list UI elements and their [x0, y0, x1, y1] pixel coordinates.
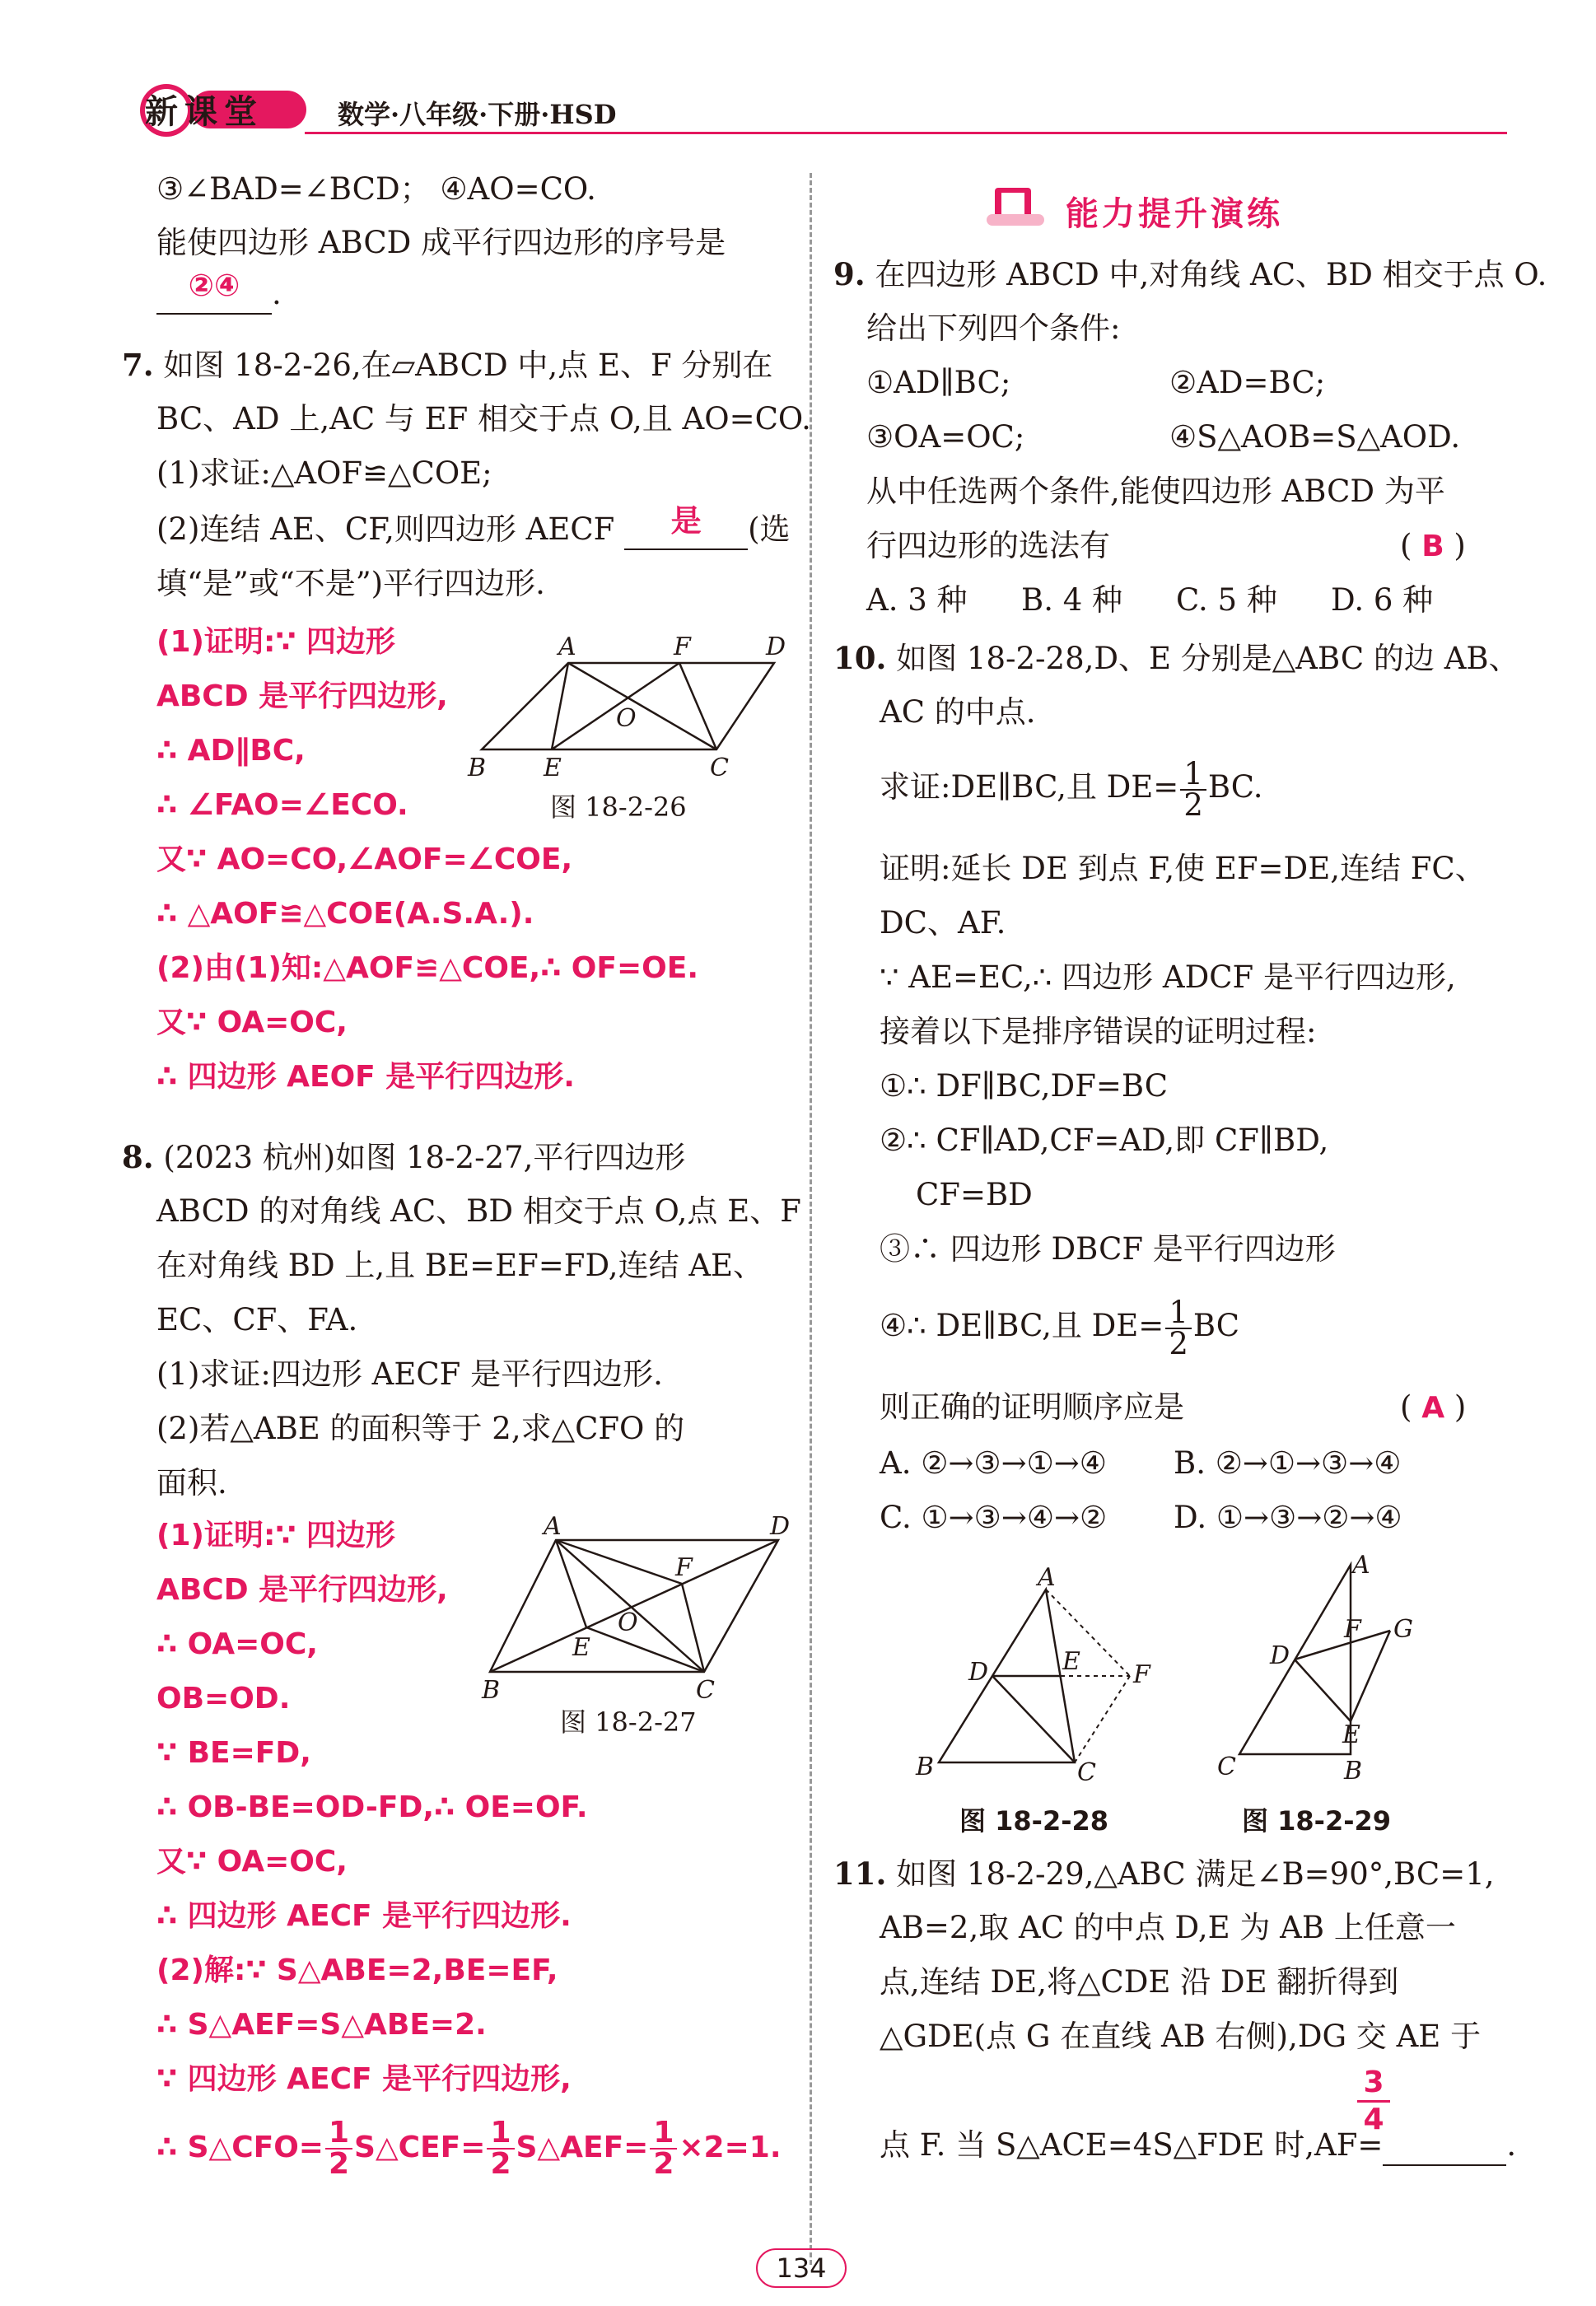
q10-proof-4: 接着以下是排序错误的证明过程: — [880, 1014, 1317, 1049]
fraction-half — [487, 2118, 514, 2179]
figure-18-2-27 — [478, 1511, 799, 1676]
answer-blank — [156, 268, 272, 315]
segment-fa — [556, 1540, 682, 1584]
header-subtitle: 数学·八年级·下册·HSD — [338, 99, 617, 130]
label-f: F — [1133, 1660, 1150, 1689]
q8-sol-2d-end: ×2=1. — [679, 2131, 782, 2164]
frac-num: 1 — [487, 2118, 514, 2150]
frac-num: 1 — [325, 2118, 352, 2150]
q7-sol-line: ∴ 四边形 AEOF 是平行四边形. — [156, 1060, 575, 1094]
q9-number: 9. — [833, 256, 866, 292]
label-a: A — [1352, 1551, 1370, 1580]
q11-line-1 — [833, 1853, 1495, 1895]
q7-text-4b: (选 — [748, 511, 791, 547]
q10-number: 10. — [833, 640, 887, 676]
label-f: F — [675, 1553, 693, 1582]
q8-line-6: (2)若△ABE 的面积等于 2,求△CFO 的 — [156, 1411, 685, 1446]
label-c: C — [696, 1676, 715, 1705]
label-a: A — [544, 1512, 562, 1541]
q7-sol-line: ABCD 是平行四边形, — [156, 679, 448, 713]
q8-sol-line: ∴ OA=OC, — [156, 1627, 318, 1661]
segment-cf — [682, 1584, 704, 1672]
q11-answer-blank — [1383, 2135, 1506, 2166]
frac-num: 1 — [1165, 1298, 1192, 1329]
q8-line-1 — [122, 1137, 685, 1179]
q11-text-1: 如图 18-2-29,△ABC 满足∠B=90°,BC=1, — [896, 1856, 1495, 1892]
q8-sol-2a: (2)解:∵ S△ABE=2,BE=EF, — [156, 1954, 558, 1987]
q7-sol-line: ∴ △AOF≌△COE(A.S.A.). — [156, 897, 534, 931]
q9-text-1: 在四边形 ABCD 中,对角线 AC、BD 相交于点 O. — [875, 257, 1547, 292]
q9-option-c: C. 5 种 — [1176, 582, 1277, 618]
cont-line-1: ③∠BAD=∠BCD； ④AO=CO. — [156, 171, 596, 207]
fig-29-caption: 图 18-2-29 — [1242, 1805, 1392, 1837]
q10-answer-paren: ( A ) — [1400, 1389, 1467, 1425]
label-a: A — [558, 634, 576, 661]
q10-step-4-text: ④∴ DE∥BC,且 DE= — [880, 1308, 1164, 1343]
q10-text-3: 求证:DE∥BC,且 DE= — [880, 769, 1179, 805]
label-g: G — [1393, 1615, 1413, 1644]
q7-sol-line: 又∵ AO=CO,∠AOF=∠COE, — [156, 843, 573, 876]
q9-line-4: 行四边形的选法有 — [866, 528, 1110, 563]
diagonal-bd — [490, 1540, 778, 1672]
q10-proof-3: ∵ AE=EC,∴ 四边形 ADCF 是平行四边形, — [880, 959, 1456, 995]
q11-line-5: 点 F. 当 S△ACE=4S△FDE 时,AF= . — [880, 2125, 1516, 2166]
q7-number: 7. — [122, 347, 154, 383]
page-number: 134 — [776, 2252, 827, 2284]
q11-text-5: 点 F. 当 S△ACE=4S△FDE 时,AF= — [880, 2127, 1384, 2163]
label-o: O — [618, 1608, 638, 1637]
label-b: B — [468, 754, 487, 782]
header — [115, 79, 1507, 138]
q8-number: 8. — [122, 1139, 154, 1175]
q10-line-3 — [880, 754, 1263, 823]
q7-sol-line: (2)由(1)知:△AOF≌△COE,∴ OF=OE. — [156, 951, 699, 985]
q11-answer-num: 3 — [1357, 2066, 1390, 2103]
q10-step-3: ③∴ 四边形 DBCF 是平行四边形 — [880, 1231, 1336, 1267]
frac-den: 2 — [1183, 787, 1203, 823]
label-d: D — [1270, 1641, 1290, 1670]
q8-sol-line: ∵ BE=FD, — [156, 1736, 311, 1770]
q10-proof-2: DC、AF. — [880, 905, 1006, 941]
q9-cond-2: ②AD=BC; — [1169, 365, 1326, 400]
label-c: C — [1077, 1758, 1096, 1787]
figure-18-2-29 — [1211, 1548, 1425, 1787]
cont-line-2: 能使四边形 ABCD 成平行四边形的序号是 — [156, 225, 726, 260]
q11-line-4: △GDE(点 G 在直线 AB 右侧),DG 交 AE 于 — [880, 2019, 1482, 2054]
diagonal-ac — [568, 663, 716, 749]
q11-answer-den: 4 — [1363, 2103, 1384, 2136]
page-number-badge — [756, 2248, 847, 2288]
q7-line-5: 填“是”或“不是”)平行四边形. — [156, 566, 545, 601]
label-b: B — [1344, 1757, 1363, 1786]
column-divider — [810, 173, 812, 2265]
fraction-half — [650, 2118, 677, 2179]
q9-line-1 — [833, 254, 1547, 296]
q8-line-4: EC、CF、FA. — [156, 1302, 358, 1337]
label-e: E — [1342, 1720, 1360, 1749]
q7-line-1 — [122, 344, 772, 386]
frac-den: 2 — [653, 2147, 674, 2181]
q7-line-4 — [156, 503, 791, 550]
brand-title — [145, 86, 264, 133]
q7-line-2: BC、AD 上,AC 与 EF 相交于点 O,且 AO=CO. — [156, 401, 811, 436]
label-e: E — [572, 1633, 590, 1662]
section-title: 能力提升演练 — [1066, 195, 1283, 233]
label-o: O — [616, 704, 637, 733]
q7-sol-line: ∴ AD∥BC, — [156, 734, 306, 768]
q8-sol-line: ∴ 四边形 AECF 是平行四边形. — [156, 1899, 572, 1933]
section-header — [980, 181, 1342, 234]
q8-sol-line: ∴ OB-BE=OD-FD,∴ OE=OF. — [156, 1790, 588, 1824]
q8-line-5: (1)求证:四边形 AECF 是平行四边形. — [156, 1356, 663, 1392]
label-b: B — [916, 1753, 935, 1781]
q10-proof-1: 证明:延长 DE 到点 F,使 EF=DE,连结 FC、 — [880, 851, 1486, 886]
segment-fc — [679, 663, 716, 749]
q8-sol-2d-mid1: S△CEF= — [354, 2131, 486, 2164]
q8-line-2: ABCD 的对角线 AC、BD 相交于点 O,点 E、F — [156, 1193, 801, 1229]
q9-option-a: A. 3 种 — [866, 582, 968, 618]
fraction-half — [1165, 1294, 1192, 1361]
q10-option-c: C. ①→③→④→② — [880, 1500, 1108, 1535]
q8-sol-line: 又∵ OA=OC, — [156, 1845, 348, 1879]
figure-18-2-28 — [906, 1565, 1178, 1795]
q10-text-3-end: BC. — [1207, 769, 1263, 805]
q9-cond-3: ③OA=OC; — [866, 419, 1025, 455]
label-f: F — [674, 634, 691, 661]
q10-step-4-end: BC — [1192, 1308, 1240, 1343]
frac-den: 2 — [328, 2147, 350, 2181]
brand-text: 新课堂 — [145, 93, 264, 131]
q7-sol-line: 又∵ OA=OC, — [156, 1006, 348, 1039]
q8-sol-line: OB=OD. — [156, 1682, 291, 1715]
label-d: D — [770, 1512, 791, 1541]
q9-option-d: D. 6 种 — [1331, 582, 1434, 618]
q8-sol-2b: ∴ S△AEF=S△ABE=2. — [156, 2008, 487, 2042]
q10-step-2a: ②∴ CF∥AD,CF=AD,即 CF∥BD, — [880, 1123, 1329, 1158]
frac-den: 2 — [490, 2147, 511, 2181]
segment-fc-dashed — [1075, 1676, 1130, 1762]
q8-sol-line: ABCD 是平行四边形, — [156, 1573, 448, 1607]
q10-option-b: B. ②→①→③→④ — [1174, 1445, 1402, 1481]
q7-sol-line: (1)证明:∵ 四边形 — [156, 625, 395, 659]
q10-option-d: D. ①→③→②→④ — [1174, 1500, 1402, 1535]
q9-answer: B — [1421, 530, 1444, 563]
q10-text-1: 如图 18-2-28,D、E 分别是△ABC 的边 AB、 — [896, 641, 1519, 676]
q7-text-1: 如图 18-2-26,在▱ABCD 中,点 E、F 分别在 — [163, 348, 773, 383]
q10-step-1: ①∴ DF∥BC,DF=BC — [880, 1068, 1169, 1104]
q11-line-2: AB=2,取 AC 的中点 D,E 为 AB 上任意一 — [880, 1910, 1456, 1945]
q8-text-1: (2023 杭州)如图 18-2-27,平行四边形 — [163, 1140, 686, 1175]
fraction-half — [325, 2118, 352, 2179]
answer-text: ②④ — [188, 268, 240, 303]
fig-28-caption: 图 18-2-28 — [959, 1805, 1109, 1837]
q9-option-b: B. 4 种 — [1021, 582, 1123, 618]
q10-question: 则正确的证明顺序应是 — [880, 1389, 1184, 1425]
segment-ec — [586, 1627, 704, 1672]
q7-answer-blank — [624, 503, 748, 550]
q11-answer-fraction — [1357, 2066, 1390, 2137]
q9-cond-4: ④S△AOB=S△AOD. — [1169, 419, 1461, 455]
q8-sol-2c: ∵ 四边形 AECF 是平行四边形, — [156, 2062, 572, 2096]
fraction-half — [1180, 755, 1206, 823]
q8-sol-2d-pre: ∴ S△CFO= — [156, 2131, 324, 2164]
frac-num: 1 — [1180, 759, 1206, 791]
segment-ge — [1351, 1631, 1390, 1721]
q7-line-3: (1)求证:△AOF≌△COE; — [156, 455, 492, 491]
q8-sol-line: (1)证明:∵ 四边形 — [156, 1519, 395, 1552]
label-f: F — [1344, 1615, 1361, 1644]
q10-step-4 — [880, 1293, 1239, 1359]
fig-27-caption: 图 18-2-27 — [560, 1706, 697, 1738]
label-e: E — [1062, 1647, 1080, 1676]
q10-step-2b: CF=BD — [916, 1177, 1033, 1212]
q8-line-3: 在对角线 BD 上,且 BE=EF=FD,连结 AE、 — [156, 1248, 764, 1283]
cont-answer-line: ②④ . — [156, 273, 282, 315]
q9-line-2: 给出下列四个条件: — [866, 310, 1121, 346]
q7-answer: 是 — [670, 503, 702, 539]
q8-sol-2d-mid2: S△AEF= — [516, 2131, 649, 2164]
q11-number: 11. — [833, 1856, 887, 1892]
figure-18-2-26 — [461, 634, 807, 782]
q8-sol-2d — [156, 2115, 782, 2181]
q10-line-2: AC 的中点. — [880, 694, 1036, 730]
q7-text-4a: (2)连结 AE、CF,则四边形 AECF — [156, 511, 615, 547]
frac-den: 2 — [1169, 1325, 1188, 1361]
label-c: C — [710, 754, 729, 782]
q9-line-3: 从中任选两个条件,能使四边形 ABCD 为平 — [866, 474, 1445, 509]
book-icon — [980, 181, 1054, 234]
q8-line-7: 面积. — [156, 1465, 227, 1501]
q10-option-a: A. ②→③→①→④ — [880, 1445, 1107, 1481]
q10-line-1 — [833, 637, 1519, 679]
q7-sol-line: ∴ ∠FAO=∠ECO. — [156, 788, 408, 822]
label-c: C — [1217, 1753, 1236, 1781]
q10-answer: A — [1421, 1391, 1445, 1425]
label-d: D — [968, 1658, 989, 1687]
header-rule — [305, 132, 1507, 134]
q9-cond-1: ①AD∥BC; — [866, 365, 1011, 400]
label-e: E — [544, 754, 562, 782]
q11-line-3: 点,连结 DE,将△CDE 沿 DE 翻折得到 — [880, 1964, 1399, 2000]
label-a: A — [1038, 1565, 1056, 1592]
label-d: D — [766, 634, 786, 661]
q9-answer-paren: ( B ) — [1400, 528, 1466, 563]
segment-de — [1295, 1659, 1351, 1721]
fig-26-caption: 图 18-2-26 — [550, 791, 687, 823]
frac-num: 1 — [650, 2118, 677, 2150]
label-b: B — [482, 1676, 501, 1705]
